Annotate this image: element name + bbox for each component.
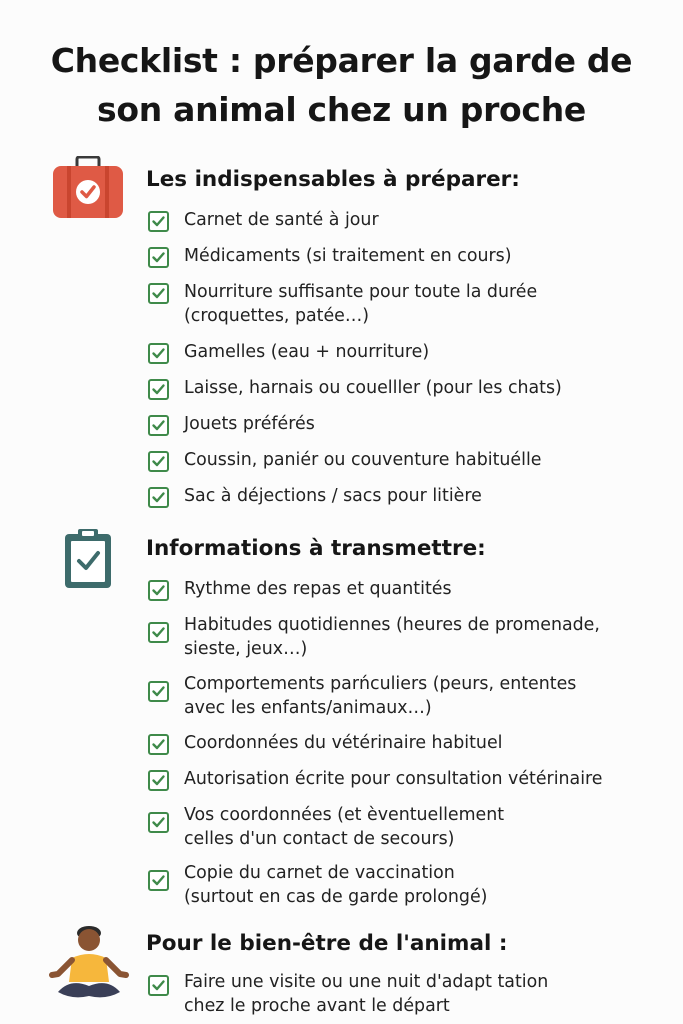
- checklist-item-label: Faire une visite ou une nuit d'adapt tation chez le proche avant le départ: [184, 972, 549, 1016]
- checkbox-checked-icon[interactable]: [148, 415, 169, 436]
- checkbox-checked-icon[interactable]: [148, 870, 169, 891]
- checklist-item-label: Nourriture suffisante pour toute la durée (croquettes, patée…): [184, 282, 538, 326]
- page-title: Checklist : préparer la garde de son animal chez un proche: [50, 41, 633, 129]
- checklist-item-label: Carnet de santé à jour: [184, 210, 379, 230]
- meditating-person-icon: [48, 924, 130, 1006]
- checklist-item-label: Habitudes quotidiennes (heures de promenade, sieste, jeux…): [184, 615, 600, 659]
- checklist-item-label: Coordonnées du vétérinaire habituel: [184, 733, 503, 753]
- checkbox-checked-icon[interactable]: [148, 211, 169, 232]
- checkbox-checked-icon[interactable]: [148, 622, 169, 643]
- clipboard-icon: [62, 528, 114, 594]
- checkbox-checked-icon[interactable]: [148, 451, 169, 472]
- checkbox-checked-icon[interactable]: [148, 580, 169, 601]
- checkbox-checked-icon[interactable]: [148, 975, 169, 996]
- checkbox-checked-icon[interactable]: [148, 487, 169, 508]
- checkbox-checked-icon[interactable]: [148, 247, 169, 268]
- checklist-item-label: Copie du carnet de vaccination (surtout en cas de garde prolongé): [184, 863, 488, 907]
- section-heading-indispensables: Les indispensables à préparer:: [146, 167, 520, 192]
- checkbox-checked-icon[interactable]: [148, 379, 169, 400]
- checkbox-checked-icon[interactable]: [148, 734, 169, 755]
- checklist-item-label: Autorisation écrite pour consultation vétérinaire: [184, 769, 603, 789]
- checklist-item-label: Coussin, paniér ou couventure habituélle: [184, 450, 542, 470]
- checkbox-checked-icon[interactable]: [148, 283, 169, 304]
- checkbox-checked-icon[interactable]: [148, 343, 169, 364]
- checkbox-checked-icon[interactable]: [148, 770, 169, 791]
- checklist-item-label: Gamelles (eau + nourriture): [184, 342, 430, 362]
- section-heading-informations: Informations à transmettre:: [146, 536, 486, 561]
- checklist-item-label: Comportements parńculiers (peurs, ententes avec les enfants/animaux…): [184, 674, 577, 718]
- checklist-item-label: Sac à déjections / sacs pour litière: [184, 486, 482, 506]
- checklist-item-label: Vos coordonnées (et èventuellement celles d'un contact de secours): [184, 805, 505, 849]
- checkbox-checked-icon[interactable]: [148, 681, 169, 702]
- checklist-item-label: Médicaments (si traitement en cours): [184, 246, 512, 266]
- checklist-item-label: Laisse, harnais ou couelller (pour les chats): [184, 378, 562, 398]
- section-heading-bien-etre: Pour le bien-être de l'animal :: [146, 931, 508, 956]
- checkbox-checked-icon[interactable]: [148, 812, 169, 833]
- suitcase-icon: [52, 156, 124, 224]
- checklist-item-label: Jouets préférés: [184, 414, 315, 434]
- checklist-item-label: Rythme des repas et quantités: [184, 579, 452, 599]
